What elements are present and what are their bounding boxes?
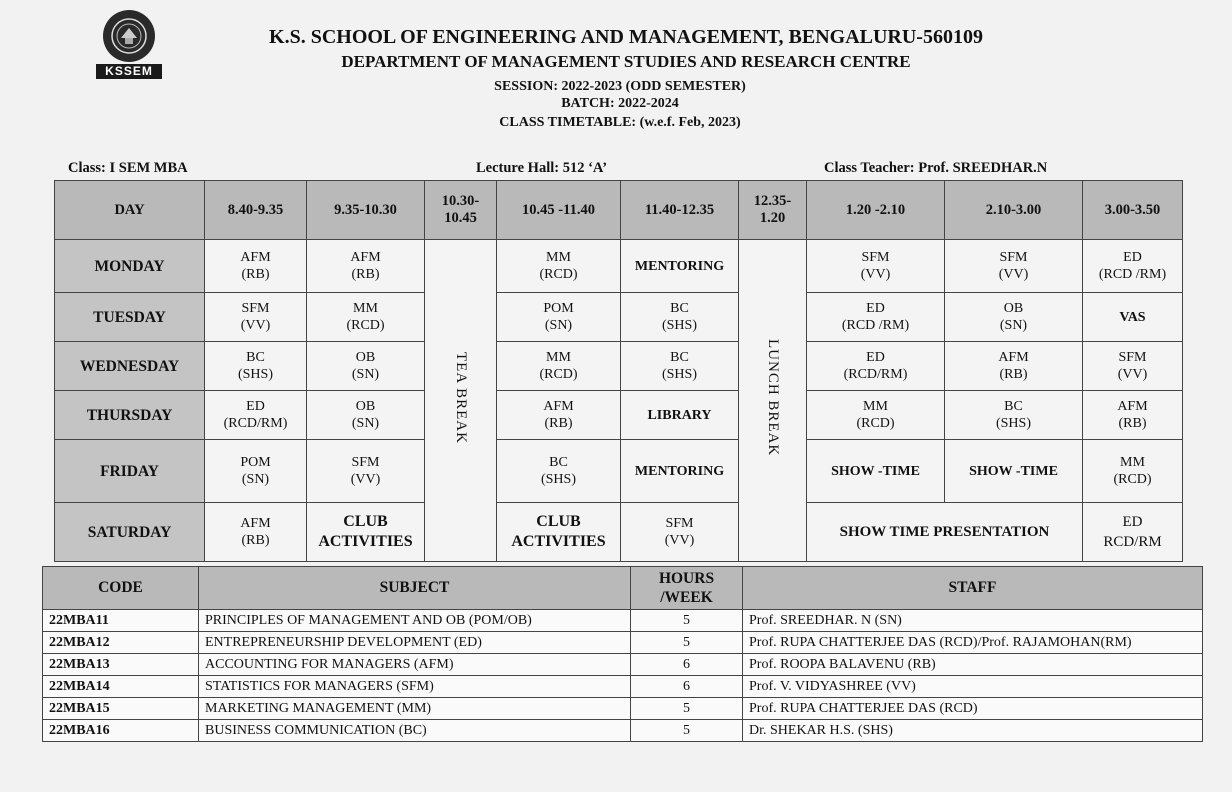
- class-cell: ED (RCD/RM): [205, 391, 307, 440]
- class-cell: SHOW TIME PRESENTATION: [807, 503, 1083, 562]
- class-cell: POM (SN): [205, 440, 307, 503]
- code-cell: 22MBA11: [43, 610, 199, 632]
- class-teacher-label: Class Teacher: Prof. SREEDHAR.N: [824, 160, 1048, 176]
- staff-cell: Dr. SHEKAR H.S. (SHS): [743, 720, 1203, 742]
- class-cell: SFM (VV): [807, 240, 945, 293]
- staff-cell: Prof. SREEDHAR. N (SN): [743, 610, 1203, 632]
- header-period-1: 8.40-9.35: [205, 181, 307, 240]
- class-cell: AFM (RB): [945, 342, 1083, 391]
- code-cell: 22MBA16: [43, 720, 199, 742]
- class-cell: OB (SN): [307, 342, 425, 391]
- staff-cell: Prof. V. VIDYASHREE (VV): [743, 676, 1203, 698]
- class-cell: CLUB ACTIVITIES: [307, 503, 425, 562]
- table-row: [55, 391, 1183, 440]
- hours-cell: 5: [631, 698, 743, 720]
- subject-cell: STATISTICS FOR MANAGERS (SFM): [199, 676, 631, 698]
- hours-cell: 5: [631, 632, 743, 654]
- header-day: DAY: [55, 181, 205, 240]
- tea-break-cell: [425, 240, 497, 562]
- class-cell: SFM (VV): [945, 240, 1083, 293]
- hours-cell: 6: [631, 654, 743, 676]
- class-cell: ED (RCD/RM): [807, 342, 945, 391]
- code-cell: 22MBA15: [43, 698, 199, 720]
- hours-cell: 5: [631, 610, 743, 632]
- class-cell: BC (SHS): [945, 391, 1083, 440]
- class-cell: MM (RCD): [497, 240, 621, 293]
- class-cell: MENTORING: [621, 240, 739, 293]
- class-cell: AFM (RB): [497, 391, 621, 440]
- class-cell: SFM (VV): [307, 440, 425, 503]
- header-period-4: 11.40-12.35: [621, 181, 739, 240]
- class-cell: SFM (VV): [205, 293, 307, 342]
- lecture-hall-label: Lecture Hall: 512 ‘A’: [476, 160, 608, 176]
- table-row: [43, 632, 1203, 654]
- table-row: [43, 720, 1203, 742]
- class-cell: MM (RCD): [807, 391, 945, 440]
- day-cell: SATURDAY: [55, 503, 205, 562]
- code-cell: 22MBA14: [43, 676, 199, 698]
- day-cell: MONDAY: [55, 240, 205, 293]
- header-subject: SUBJECT: [199, 567, 631, 610]
- header-staff: STAFF: [743, 567, 1203, 610]
- hours-cell: 6: [631, 676, 743, 698]
- timetable-header-row: [55, 181, 1183, 240]
- class-cell: BC (SHS): [621, 342, 739, 391]
- day-cell: THURSDAY: [55, 391, 205, 440]
- tea-break-label: TEA BREAK: [453, 352, 469, 444]
- class-cell: AFM (RB): [307, 240, 425, 293]
- class-cell: MM (RCD): [1083, 440, 1183, 503]
- staff-cell: Prof. RUPA CHATTERJEE DAS (RCD)/Prof. RAJAMOHAN(RM): [743, 632, 1203, 654]
- subject-table: [42, 566, 1203, 742]
- header-period-3: 10.45 -11.40: [497, 181, 621, 240]
- class-cell: BC (SHS): [497, 440, 621, 503]
- hours-cell: 5: [631, 720, 743, 742]
- header-period-6: 2.10-3.00: [945, 181, 1083, 240]
- table-row: [55, 503, 1183, 562]
- lunch-break-label: LUNCH BREAK: [765, 339, 781, 457]
- timetable: [54, 180, 1183, 562]
- class-cell: LIBRARY: [621, 391, 739, 440]
- class-cell: SFM (VV): [1083, 342, 1183, 391]
- class-cell: OB (SN): [945, 293, 1083, 342]
- day-cell: WEDNESDAY: [55, 342, 205, 391]
- subject-cell: PRINCIPLES OF MANAGEMENT AND OB (POM/OB): [199, 610, 631, 632]
- lunch-break-cell: [739, 240, 807, 562]
- table-row: [43, 654, 1203, 676]
- header-period-5: 1.20 -2.10: [807, 181, 945, 240]
- batch-line: BATCH: 2022-2024: [561, 96, 679, 111]
- header-period-2: 9.35-10.30: [307, 181, 425, 240]
- staff-cell: Prof. RUPA CHATTERJEE DAS (RCD): [743, 698, 1203, 720]
- table-row: [43, 698, 1203, 720]
- class-cell: BC (SHS): [621, 293, 739, 342]
- header-code: CODE: [43, 567, 199, 610]
- subject-cell: ENTREPRENEURSHIP DEVELOPMENT (ED): [199, 632, 631, 654]
- class-cell: MENTORING: [621, 440, 739, 503]
- day-cell: FRIDAY: [55, 440, 205, 503]
- class-cell: OB (SN): [307, 391, 425, 440]
- session-line: SESSION: 2022-2023 (ODD SEMESTER): [494, 79, 746, 94]
- table-row: [55, 293, 1183, 342]
- header-lunch-break: 12.35- 1.20: [739, 181, 807, 240]
- header-hours: HOURS /WEEK: [631, 567, 743, 610]
- staff-cell: Prof. ROOPA BALAVENU (RB): [743, 654, 1203, 676]
- table-row: [43, 610, 1203, 632]
- subject-cell: ACCOUNTING FOR MANAGERS (AFM): [199, 654, 631, 676]
- class-cell: BC (SHS): [205, 342, 307, 391]
- class-cell: MM (RCD): [307, 293, 425, 342]
- code-cell: 22MBA12: [43, 632, 199, 654]
- class-cell: CLUB ACTIVITIES: [497, 503, 621, 562]
- table-row: [43, 676, 1203, 698]
- class-cell: ED RCD/RM: [1083, 503, 1183, 562]
- class-cell: SFM (VV): [621, 503, 739, 562]
- timetable-line: CLASS TIMETABLE: (w.e.f. Feb, 2023): [499, 115, 741, 130]
- table-row: [55, 342, 1183, 391]
- day-cell: TUESDAY: [55, 293, 205, 342]
- logo-label: KSSEM: [96, 64, 162, 79]
- class-cell: ED (RCD /RM): [1083, 240, 1183, 293]
- subject-header-row: [43, 567, 1203, 610]
- class-cell: AFM (RB): [205, 503, 307, 562]
- institution-title: K.S. SCHOOL OF ENGINEERING AND MANAGEMENT, BENGALURU-560109: [269, 26, 983, 48]
- table-row: [55, 240, 1183, 293]
- class-cell: AFM (RB): [1083, 391, 1183, 440]
- class-cell: VAS: [1083, 293, 1183, 342]
- class-cell: SHOW -TIME: [807, 440, 945, 503]
- class-cell: POM (SN): [497, 293, 621, 342]
- class-cell: ED (RCD /RM): [807, 293, 945, 342]
- class-cell: MM (RCD): [497, 342, 621, 391]
- subject-cell: BUSINESS COMMUNICATION (BC): [199, 720, 631, 742]
- code-cell: 22MBA13: [43, 654, 199, 676]
- header-tea-break: 10.30- 10.45: [425, 181, 497, 240]
- subject-cell: MARKETING MANAGEMENT (MM): [199, 698, 631, 720]
- header-period-7: 3.00-3.50: [1083, 181, 1183, 240]
- class-label: Class: I SEM MBA: [68, 160, 188, 176]
- table-row: [55, 440, 1183, 503]
- class-cell: SHOW -TIME: [945, 440, 1083, 503]
- class-cell: AFM (RB): [205, 240, 307, 293]
- department-title: DEPARTMENT OF MANAGEMENT STUDIES AND RESEARCH CENTRE: [341, 52, 911, 71]
